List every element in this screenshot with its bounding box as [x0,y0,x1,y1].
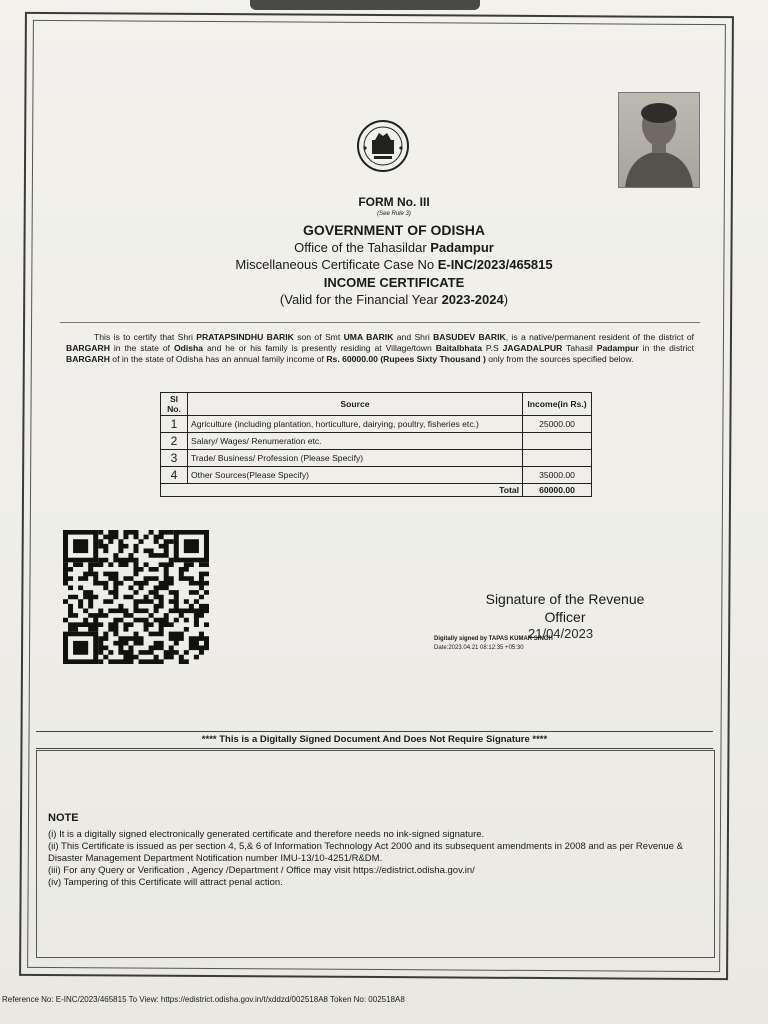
signature-title-line1: Signature of the Revenue [485,591,645,607]
form-number: FORM No. III [358,195,430,209]
row-source: Other Sources(Please Specify) [188,467,523,484]
verification-qr-code[interactable] [63,530,209,664]
qr-finder-pattern [63,530,98,562]
applicant-photo [618,92,700,188]
digital-signature-stamp [434,635,553,653]
row-number: 2 [161,433,188,450]
certificate-title: INCOME CERTIFICATE [323,275,465,290]
column-header-source: Source [188,393,523,416]
note-item: (ii) This Certificate is issued as per section 4, 5,& 6 of Information Technology Act 2000 and its subsequent amendments in 2008 and as per Revenue & Disaster Management Department Notification number IMU-13/10-4251/R&DM. [48,841,683,864]
row-income: 25000.00 [523,416,592,433]
table-row [161,450,592,467]
validity-line: (Valid for the Financial Year 2023-2024) [279,292,509,307]
row-number: 4 [161,467,188,484]
column-header-income: Income(in Rs.) [523,393,592,416]
total-label: Total [161,484,523,497]
header-divider [60,322,700,323]
reference-footer: Reference No: E-INC/2023/465815 To View: https://edistrict.odisha.gov.in/t/xddzd/002518A8 Token No: 002518A8 [2,995,405,1004]
row-source: Salary/ Wages/ Renumeration etc. [188,433,523,450]
qr-finder-pattern [174,530,209,562]
table-row [161,416,592,433]
digital-signer: Digitally signed by TAPAS KUMAR SINGH [434,636,553,642]
note-item: (iv) Tampering of this Certificate will attract penal action. [48,877,283,888]
top-edge-strip [250,0,480,10]
table-row [161,433,592,450]
table-total-row [161,484,592,497]
case-number-line: Miscellaneous Certificate Case No E-INC/2023/465815 [235,257,553,272]
row-income [523,433,592,450]
row-number: 1 [161,416,188,433]
signature-date: 21/04/2023 [528,626,594,641]
row-number: 3 [161,450,188,467]
government-heading: GOVERNMENT OF ODISHA [302,222,485,238]
digital-sign-date: Date:2023.04.21 08:12:35 +05:30 [434,645,524,651]
row-income: 35000.00 [523,467,592,484]
row-income [523,450,592,467]
income-source-table [160,392,592,497]
total-income: 60000.00 [523,484,592,497]
office-line: Office of the Tahasildar Padampur [294,240,494,255]
odisha-emblem-icon [355,118,411,174]
rule-reference: (See Rule 3) [377,211,411,217]
table-row [161,467,592,484]
note-item: (i) It is a digitally signed electronically generated certificate and therefore needs no ink-signed signature. [48,829,485,840]
row-source: Trade/ Business/ Profession (Please Specify) [188,450,523,467]
column-header-sl-no: Sl No. [161,393,188,416]
certification-paragraph: This is to certify that Shri PRATAPSINDHU BARIK son of Smt UMA BARIK and Shri BASUDEV BARIK, is a native/permanent resident of the district of BARGARH in the state of Odisha and he or his family is presently residing at Village/town Baitalbhata P.S JAGADALPUR Tahasil Padampur in the district BARGARH of in the state of Odisha has an annual family income of Rs. 60000.00 (Rupees Sixty Thousand ) only from the sources specified below. [66,332,694,364]
qr-finder-pattern [63,632,98,664]
note-item: (iii) For any Query or Verification , Agency /Department / Office may visit https://edistrict.odisha.gov.in/ [48,865,475,876]
table-header-row [161,393,592,416]
note-heading: NOTE [48,812,79,824]
note-list [48,829,698,889]
signature-block [470,590,660,626]
row-source: Agriculture (including plantation, horticulture, dairying, poultry, fisheries etc.) [188,416,523,433]
digital-signature-banner: **** This is a Digitally Signed Document And Does Not Require Signature **** [36,731,713,749]
signature-title-line2: Officer [544,609,586,625]
